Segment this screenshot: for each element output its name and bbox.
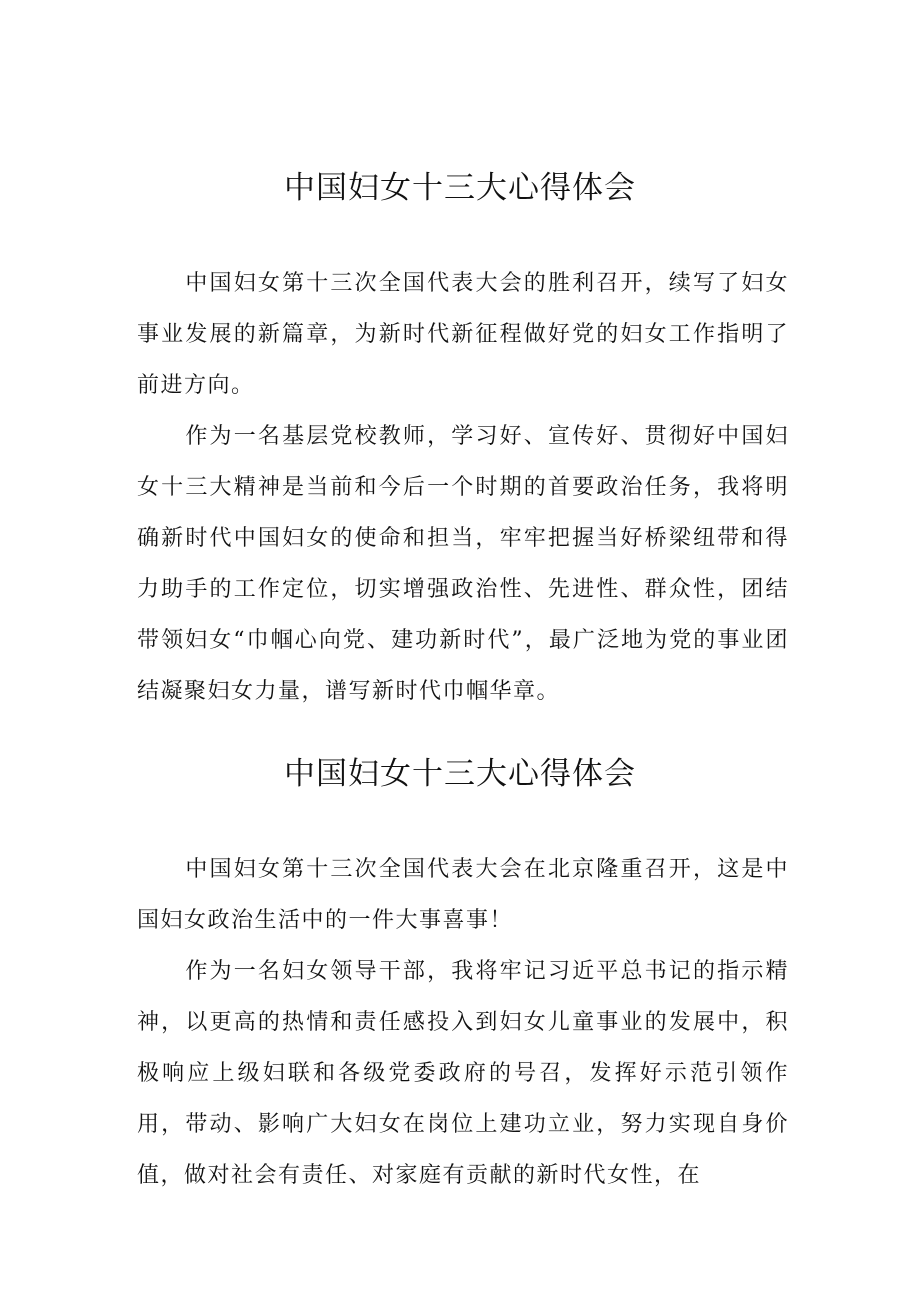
section-2-paragraph-1: 中国妇女第十三次全国代表大会在北京隆重召开，这是中国妇女政治生活中的一件大事喜事！ xyxy=(137,857,789,933)
section-1-paragraph-1: 中国妇女第十三次全国代表大会的胜利召开，续写了妇女事业发展的新篇章，为新时代新征程做好党的妇女工作指明了前进方向。 xyxy=(137,271,789,398)
section-2-title: 中国妇女十三大心得体会 xyxy=(284,756,636,792)
section-2-body xyxy=(137,844,789,1201)
section-1-body xyxy=(137,258,789,717)
section-2-paragraph-2: 作为一名妇女领导干部，我将牢记习近平总书记的指示精神，以更高的热情和责任感投入到妇女儿童事业的发展中，积极响应上级妇联和各级党委政府的号召，发挥好示范引领作用，带动、影响广大妇女在岗位上建功立业，努力实现自身价值，做对社会有责任、对家庭有贡献的新时代女性，在 xyxy=(137,959,789,1188)
section-1-paragraph-2: 作为一名基层党校教师，学习好、宣传好、贯彻好中国妇女十三大精神是当前和今后一个时期的首要政治任务，我将明确新时代中国妇女的使命和担当，牢牢把握当好桥梁纽带和得力助手的工作定位，切实增强政治性、先进性、群众性，团结带领妇女“巾帼心向党、建功新时代”，最广泛地为党的事业团结凝聚妇女力量，谱写新时代巾帼华章。 xyxy=(137,424,789,704)
section-1-title: 中国妇女十三大心得体会 xyxy=(284,170,636,206)
